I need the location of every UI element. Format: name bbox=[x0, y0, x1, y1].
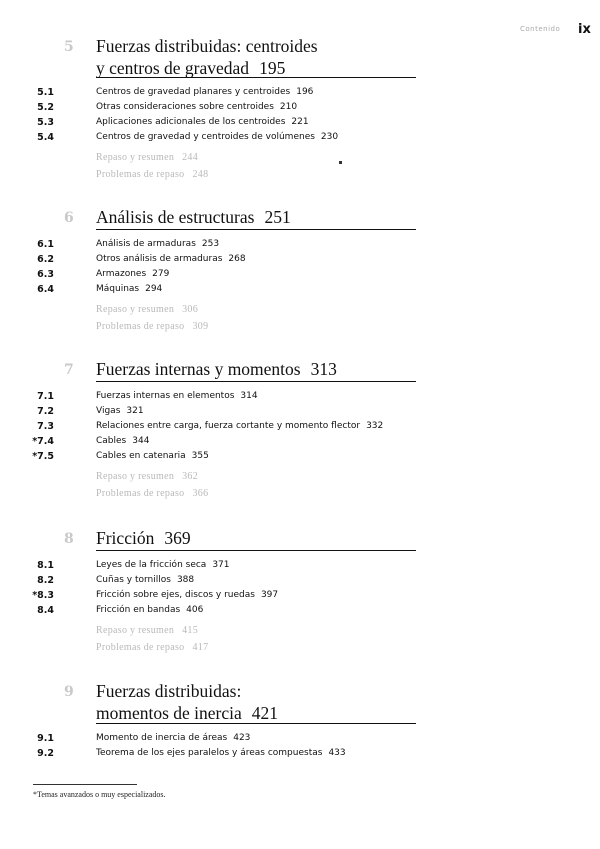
chapter-rule bbox=[96, 723, 416, 724]
problems-entry[interactable] bbox=[0, 639, 600, 656]
toc-entry[interactable] bbox=[0, 603, 600, 618]
problems-entry[interactable] bbox=[0, 485, 600, 502]
chapter-page: 195 bbox=[259, 58, 286, 78]
chapter-page: 421 bbox=[251, 703, 279, 723]
section-page: 371 bbox=[212, 560, 230, 570]
section-title: Centros de gravedad y centroides de volúmenes bbox=[96, 132, 315, 142]
section-page: 279 bbox=[152, 269, 170, 279]
section-title: Aplicaciones adicionales de los centroides bbox=[96, 117, 286, 127]
section-page: 332 bbox=[366, 421, 384, 431]
problems-title: Problemas de repaso bbox=[96, 488, 185, 499]
section-title: Fuerzas internas en elementos bbox=[96, 391, 235, 401]
section-page: 388 bbox=[176, 575, 195, 585]
section-page: 423 bbox=[233, 733, 251, 743]
section-page: 344 bbox=[132, 436, 150, 446]
section-page: 196 bbox=[296, 87, 314, 97]
chapter-title bbox=[96, 206, 416, 228]
review-page: 244 bbox=[182, 152, 199, 163]
section-number: 6.1 bbox=[37, 239, 54, 250]
section-title: Máquinas bbox=[96, 284, 140, 294]
section-number: 5.2 bbox=[37, 102, 54, 113]
section-number: 6.3 bbox=[37, 269, 54, 280]
problems-page: 417 bbox=[192, 642, 209, 653]
chapter-9-sections bbox=[0, 731, 600, 761]
section-title: Análisis de armaduras bbox=[96, 239, 196, 249]
section-page: 210 bbox=[279, 102, 298, 112]
review-page: 415 bbox=[182, 625, 199, 636]
section-number: 8.4 bbox=[37, 605, 54, 616]
problems-title: Problemas de repaso bbox=[96, 321, 185, 332]
toc-entry[interactable] bbox=[0, 115, 600, 130]
section-page: 230 bbox=[320, 132, 339, 142]
toc-entry[interactable] bbox=[0, 237, 600, 252]
chapter-title-line: Fuerzas distribuidas: centroides bbox=[96, 36, 318, 56]
review-page: 362 bbox=[182, 471, 199, 482]
section-number: 5.1 bbox=[37, 87, 54, 98]
section-number: *7.5 bbox=[32, 451, 54, 462]
chapter-title-line: Fricción bbox=[96, 528, 155, 548]
section-title: Cables bbox=[96, 436, 127, 446]
chapter-number: 5 bbox=[64, 39, 74, 55]
section-title: Vigas bbox=[96, 406, 121, 416]
section-number: 6.2 bbox=[37, 254, 54, 265]
toc-entry[interactable] bbox=[0, 573, 600, 588]
section-number: 9.1 bbox=[37, 733, 54, 744]
problems-entry[interactable] bbox=[0, 166, 600, 183]
review-entry[interactable] bbox=[0, 149, 600, 166]
chapter-title-line: momentos de inercia bbox=[96, 703, 242, 723]
toc-entry[interactable] bbox=[0, 404, 600, 419]
chapter-page: 313 bbox=[310, 359, 337, 379]
toc-entry[interactable] bbox=[0, 419, 600, 434]
section-title: Fricción sobre ejes, discos y ruedas bbox=[96, 590, 255, 600]
section-title: Momento de inercia de áreas bbox=[96, 733, 228, 743]
toc-entry[interactable] bbox=[0, 588, 600, 603]
toc-entry[interactable] bbox=[0, 282, 600, 297]
review-page: 306 bbox=[182, 304, 199, 315]
review-entry[interactable] bbox=[0, 468, 600, 485]
chapter-number: 7 bbox=[64, 362, 74, 378]
toc-entry[interactable] bbox=[0, 434, 600, 449]
section-title: Teorema de los ejes paralelos y áreas compuestas bbox=[96, 748, 323, 758]
page-number: ix bbox=[578, 22, 591, 37]
chapter-rule bbox=[96, 381, 416, 382]
chapter-title bbox=[96, 680, 416, 724]
section-number: 7.3 bbox=[37, 421, 54, 432]
section-title: Relaciones entre carga, fuerza cortante y momento flector bbox=[96, 421, 361, 431]
section-title: Leyes de la fricción seca bbox=[96, 560, 207, 570]
chapter-6-sections bbox=[0, 237, 600, 335]
section-page: 355 bbox=[191, 451, 209, 461]
section-number: 8.1 bbox=[37, 560, 54, 571]
stray-mark bbox=[339, 161, 342, 164]
review-title: Repaso y resumen bbox=[96, 625, 175, 636]
footnote-rule bbox=[33, 784, 137, 785]
chapter-5-sections bbox=[0, 85, 600, 183]
toc-entry[interactable] bbox=[0, 558, 600, 573]
chapter-number: 8 bbox=[64, 531, 74, 547]
section-page: 406 bbox=[186, 605, 204, 615]
chapter-title-line: Fuerzas distribuidas: bbox=[96, 681, 242, 701]
section-number: 8.2 bbox=[37, 575, 54, 586]
section-title: Cuñas y tornillos bbox=[96, 575, 171, 585]
toc-entry[interactable] bbox=[0, 100, 600, 115]
chapter-rule bbox=[96, 550, 416, 551]
problems-title: Problemas de repaso bbox=[96, 642, 185, 653]
section-number: 6.4 bbox=[37, 284, 54, 295]
section-title: Fricción en bandas bbox=[96, 605, 181, 615]
footnote: *Temas avanzados o muy especializados. bbox=[33, 790, 166, 799]
chapter-7-sections bbox=[0, 389, 600, 502]
chapter-title-line: y centros de gravedad bbox=[96, 58, 250, 78]
chapter-rule bbox=[96, 77, 416, 78]
running-head: Contenido bbox=[520, 25, 561, 33]
chapter-8-sections bbox=[0, 558, 600, 656]
section-title: Centros de gravedad planares y centroides bbox=[96, 87, 291, 97]
section-number: 7.1 bbox=[37, 391, 54, 402]
section-title: Armazones bbox=[96, 269, 147, 279]
problems-page: 309 bbox=[192, 321, 209, 332]
chapter-number: 6 bbox=[64, 210, 74, 226]
chapter-rule bbox=[96, 229, 416, 230]
section-page: 253 bbox=[201, 239, 220, 249]
section-page: 314 bbox=[240, 391, 258, 401]
problems-title: Problemas de repaso bbox=[96, 169, 185, 180]
review-title: Repaso y resumen bbox=[96, 152, 175, 163]
section-title: Otros análisis de armaduras bbox=[96, 254, 223, 264]
section-page: 268 bbox=[228, 254, 246, 264]
toc-entry[interactable] bbox=[0, 746, 600, 761]
section-number: *8.3 bbox=[32, 590, 54, 601]
chapter-page: 251 bbox=[264, 207, 291, 227]
toc-entry[interactable] bbox=[0, 252, 600, 267]
section-page: 321 bbox=[126, 406, 144, 416]
review-entry[interactable] bbox=[0, 622, 600, 639]
problems-page: 366 bbox=[192, 488, 209, 499]
chapter-title-line: Fuerzas internas y momentos bbox=[96, 359, 301, 379]
section-number: 5.4 bbox=[37, 132, 54, 143]
section-title: Cables en catenaria bbox=[96, 451, 186, 461]
section-page: 294 bbox=[145, 284, 163, 294]
review-entry[interactable] bbox=[0, 301, 600, 318]
section-page: 433 bbox=[328, 748, 346, 758]
chapter-title bbox=[96, 358, 416, 380]
section-number: 5.3 bbox=[37, 117, 54, 128]
toc-entry[interactable] bbox=[0, 389, 600, 404]
toc-entry[interactable] bbox=[0, 85, 600, 100]
section-number: *7.4 bbox=[32, 436, 54, 447]
review-title: Repaso y resumen bbox=[96, 304, 175, 315]
review-title: Repaso y resumen bbox=[96, 471, 175, 482]
chapter-title-line: Análisis de estructuras bbox=[96, 207, 255, 227]
chapter-title bbox=[96, 35, 416, 79]
problems-entry[interactable] bbox=[0, 318, 600, 335]
section-title: Otras consideraciones sobre centroides bbox=[96, 102, 274, 112]
chapter-title bbox=[96, 527, 416, 549]
problems-page: 248 bbox=[192, 169, 209, 180]
toc-entry[interactable] bbox=[0, 449, 600, 464]
section-page: 221 bbox=[291, 117, 309, 127]
section-page: 397 bbox=[260, 590, 279, 600]
chapter-number: 9 bbox=[64, 684, 74, 700]
section-number: 9.2 bbox=[37, 748, 54, 759]
toc-entry[interactable] bbox=[0, 731, 600, 746]
chapter-page: 369 bbox=[164, 528, 191, 548]
section-number: 7.2 bbox=[37, 406, 54, 417]
toc-entry[interactable] bbox=[0, 130, 600, 145]
toc-entry[interactable] bbox=[0, 267, 600, 282]
